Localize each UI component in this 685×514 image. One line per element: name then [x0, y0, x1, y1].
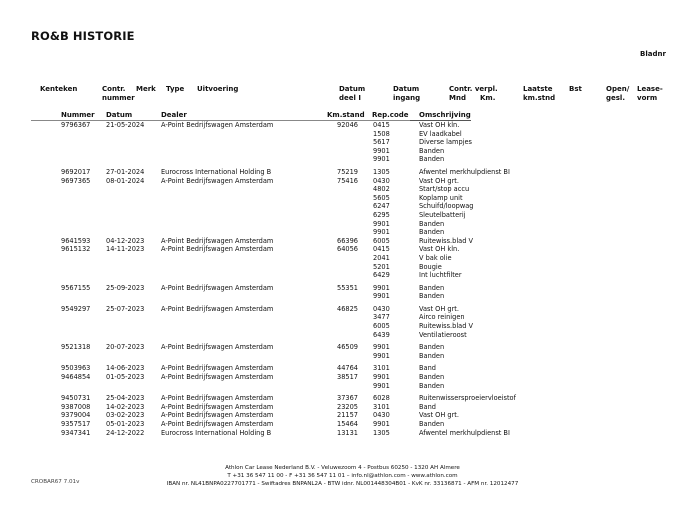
footer-contact: T +31 36 547 11 00 - F +31 36 547 11 01 – info.nl@athlon.com - www.athlon.com: [227, 473, 458, 479]
cell-kmstand: 46825: [337, 304, 358, 313]
cell-repcode: 9901: [373, 351, 390, 360]
cell-kmstand: 21157: [337, 411, 358, 420]
subheader-datum: Datum: [106, 111, 133, 119]
cell-omschrijving: Afwentel merkhulpdienst BI: [419, 167, 510, 176]
table-row: [0, 155, 685, 164]
cell-datum: 14-02-2023: [106, 402, 145, 411]
cell-repcode: 5605: [373, 193, 390, 202]
header-merk: Merk: [136, 85, 156, 93]
cell-omschrijving: Banden: [419, 155, 445, 164]
cell-dealer: A-Point Bedrijfswagen Amsterdam: [161, 304, 274, 313]
header-contr-label: Contr.: [102, 85, 126, 93]
form-code: CROBAR67 7.01v: [31, 479, 80, 485]
cell-omschrijving: Banden: [419, 420, 445, 428]
table-row: [0, 373, 685, 382]
cell-omschrijving: EV laadkabel: [419, 129, 462, 138]
cell-datum: 21-05-2024: [106, 121, 145, 129]
table-row: [0, 352, 685, 361]
cell-nummer: 9692017: [61, 167, 91, 176]
cell-repcode: 6028: [373, 394, 390, 403]
table-row: [0, 411, 685, 420]
cell-kmstand: 55351: [337, 283, 358, 292]
cell-omschrijving: Banden: [419, 292, 445, 301]
cell-nummer: 9796367: [61, 121, 91, 129]
table-row: [0, 382, 685, 391]
cell-repcode: 6439: [373, 330, 390, 339]
cell-omschrijving: Banden: [419, 351, 445, 360]
cell-kmstand: 13131: [337, 428, 358, 437]
cell-kmstand: 46509: [337, 343, 358, 352]
subheader-repcode: Rep.code: [372, 111, 409, 119]
table-row: [0, 138, 685, 147]
cell-repcode: 5617: [373, 138, 390, 147]
cell-kmstand: 75416: [337, 176, 358, 185]
cell-repcode: 1508: [373, 129, 390, 138]
cell-datum: 25-04-2023: [106, 394, 145, 403]
cell-omschrijving: Vast OH kln.: [419, 121, 460, 129]
cell-nummer: 9387008: [61, 402, 91, 411]
cell-omschrijving: Sleutelbatterij: [419, 210, 466, 219]
header-lease-label: Lease-: [637, 85, 663, 93]
header-bst: Bst: [569, 85, 582, 93]
table-row: [0, 403, 685, 412]
cell-repcode: 3101: [373, 402, 390, 411]
cell-omschrijving: Vast OH kln.: [419, 245, 460, 254]
header-leasevorm: [637, 85, 663, 103]
cell-repcode: 1305: [373, 167, 390, 176]
cell-omschrijving: Airco reinigen: [419, 313, 465, 322]
cell-omschrijving: Banden: [419, 373, 445, 382]
table-row: [0, 237, 685, 246]
cell-datum: 03-02-2023: [106, 411, 145, 420]
table-row: [0, 420, 685, 429]
cell-datum: 05-01-2023: [106, 420, 145, 428]
table-row: [0, 263, 685, 272]
header-open-label: Open/: [606, 85, 630, 93]
cell-omschrijving: Bougie: [419, 262, 442, 271]
cell-omschrijving: Ruitewiss.blad V: [419, 236, 473, 245]
cell-nummer: 9379004: [61, 411, 91, 420]
cell-nummer: 9641593: [61, 236, 91, 245]
cell-omschrijving: Banden: [419, 228, 445, 237]
table-row: [0, 331, 685, 340]
table-row: [0, 228, 685, 237]
report-title: RO&B HISTORIE: [31, 29, 135, 43]
cell-repcode: 1305: [373, 428, 390, 437]
table-row: [0, 254, 685, 263]
cell-datum: 24-12-2022: [106, 428, 145, 437]
cell-nummer: 9521318: [61, 343, 91, 352]
cell-repcode: 9901: [373, 343, 390, 352]
header-type: Type: [166, 85, 185, 93]
cell-nummer: 9503963: [61, 364, 91, 373]
cell-datum: 08-01-2024: [106, 176, 145, 185]
table-row: [0, 429, 685, 438]
cell-omschrijving: Afwentel merkhulpdienst BI: [419, 428, 510, 437]
cell-repcode: 3101: [373, 364, 390, 373]
cell-omschrijving: Vast OH grt.: [419, 304, 459, 313]
cell-omschrijving: Koplamp unit: [419, 193, 463, 202]
cell-omschrijving: Int luchtfilter: [419, 271, 462, 280]
cell-omschrijving: Ventilatieroost: [419, 330, 467, 339]
table-row: [0, 271, 685, 280]
cell-omschrijving: Diverse lampjes: [419, 138, 472, 147]
cell-omschrijving: Band: [419, 364, 436, 373]
cell-dealer: A-Point Bedrijfswagen Amsterdam: [161, 364, 274, 373]
cell-nummer: 9697365: [61, 176, 91, 185]
cell-repcode: 6429: [373, 271, 390, 280]
cell-repcode: 6005: [373, 236, 390, 245]
header-open-gesl: [606, 85, 629, 103]
subheader-nummer: Nummer: [61, 111, 95, 119]
cell-kmstand: 92046: [337, 121, 358, 129]
header-contr-verpl: Contr. verpl.: [449, 85, 498, 93]
cell-datum: 14-06-2023: [106, 364, 145, 373]
cell-repcode: 9901: [373, 228, 390, 237]
cell-dealer: A-Point Bedrijfswagen Amsterdam: [161, 236, 274, 245]
cell-repcode: 9901: [373, 292, 390, 301]
cell-repcode: 9901: [373, 146, 390, 155]
header-nummer-label: nummer: [102, 94, 135, 102]
cell-datum: 25-07-2023: [106, 304, 145, 313]
cell-dealer: Eurocross International Holding B: [161, 428, 272, 437]
table-row: [0, 343, 685, 352]
cell-omschrijving: Start/stop accu: [419, 185, 470, 194]
subheader-dealer: Dealer: [161, 111, 187, 119]
header-kenteken: Kenteken: [40, 85, 78, 93]
cell-omschrijving: Ruitenwissersproeiervloeistof: [419, 394, 516, 403]
cell-repcode: 0415: [373, 245, 390, 254]
cell-omschrijving: Banden: [419, 219, 445, 228]
cell-nummer: 9450731: [61, 394, 91, 403]
cell-dealer: A-Point Bedrijfswagen Amsterdam: [161, 121, 274, 129]
table-row: [0, 185, 685, 194]
cell-dealer: A-Point Bedrijfswagen Amsterdam: [161, 420, 274, 428]
cell-nummer: 9464854: [61, 373, 91, 382]
cell-nummer: 9549297: [61, 304, 91, 313]
table-row: [0, 322, 685, 331]
header-datum-label: Datum: [339, 85, 366, 93]
header-vorm-label: vorm: [637, 94, 658, 102]
cell-repcode: 0430: [373, 411, 390, 420]
header-datum-ingang-label: Datum: [393, 85, 420, 93]
header-laatste-km: [523, 85, 555, 103]
header-km: Km.: [480, 94, 496, 102]
table-row: [0, 121, 685, 130]
page-number-label: Bladnr: [640, 50, 666, 58]
cell-repcode: 6247: [373, 202, 390, 211]
cell-omschrijving: Ruitewiss.blad V: [419, 322, 473, 331]
header-ingang-label: ingang: [393, 94, 421, 102]
table-row: [0, 130, 685, 139]
cell-repcode: 4802: [373, 185, 390, 194]
cell-datum: 20-07-2023: [106, 343, 145, 352]
cell-repcode: 0430: [373, 176, 390, 185]
cell-repcode: 3477: [373, 313, 390, 322]
table-row: [0, 168, 685, 177]
table-row: [0, 292, 685, 301]
cell-repcode: 9901: [373, 219, 390, 228]
cell-dealer: A-Point Bedrijfswagen Amsterdam: [161, 402, 274, 411]
cell-nummer: 9615132: [61, 245, 91, 254]
table-row: [0, 313, 685, 322]
cell-omschrijving: V bak olie: [419, 253, 452, 262]
cell-repcode: 2041: [373, 253, 390, 262]
cell-datum: 01-05-2023: [106, 373, 145, 382]
cell-nummer: 9567155: [61, 283, 91, 292]
table-row: [0, 147, 685, 156]
cell-datum: 27-01-2024: [106, 167, 145, 176]
cell-datum: 25-09-2023: [106, 283, 145, 292]
footer-address: Athlon Car Lease Nederland B.V. - Veluwezoom 4 - Postbus 60250 - 1320 AH Almere: [225, 465, 460, 471]
header-datum-ingang: [393, 85, 420, 103]
cell-datum: 04-12-2023: [106, 236, 145, 245]
header-uitvoering: Uitvoering: [197, 85, 239, 93]
cell-repcode: 9901: [373, 283, 390, 292]
cell-kmstand: 15464: [337, 420, 358, 428]
cell-omschrijving: Banden: [419, 283, 445, 292]
footer-registration: IBAN nr. NL41BNPA0227701771 - Swiftadres BNPANL2A - BTW idnr. NL001448304B01 - KvK nr. 33136871 - AFM nr. 12012477: [166, 481, 519, 487]
cell-nummer: 9347341: [61, 428, 91, 437]
cell-repcode: 6005: [373, 322, 390, 331]
cell-kmstand: 64056: [337, 245, 358, 254]
table-row: [0, 194, 685, 203]
header-datum-deel-i: [339, 85, 365, 103]
cell-datum: 14-11-2023: [106, 245, 145, 254]
cell-dealer: Eurocross International Holding B: [161, 167, 272, 176]
cell-dealer: A-Point Bedrijfswagen Amsterdam: [161, 283, 274, 292]
cell-repcode: 9901: [373, 381, 390, 390]
cell-repcode: 0430: [373, 304, 390, 313]
cell-omschrijving: Banden: [419, 343, 445, 352]
table-row: [0, 202, 685, 211]
cell-repcode: 9901: [373, 420, 390, 428]
table-row: [0, 284, 685, 293]
cell-kmstand: 38517: [337, 373, 358, 382]
cell-repcode: 6295: [373, 210, 390, 219]
table-row: [0, 364, 685, 373]
table-row: [0, 177, 685, 186]
header-contr-nummer: [102, 85, 135, 103]
cell-kmstand: 37367: [337, 394, 358, 403]
cell-kmstand: 66396: [337, 236, 358, 245]
cell-repcode: 9901: [373, 373, 390, 382]
repair-history-table: [0, 121, 685, 437]
table-row: [0, 245, 685, 254]
cell-dealer: A-Point Bedrijfswagen Amsterdam: [161, 373, 274, 382]
cell-dealer: A-Point Bedrijfswagen Amsterdam: [161, 245, 274, 254]
cell-omschrijving: Band: [419, 402, 436, 411]
cell-dealer: A-Point Bedrijfswagen Amsterdam: [161, 343, 274, 352]
header-laatste-label: Laatste: [523, 85, 553, 93]
table-row: [0, 305, 685, 314]
cell-nummer: 9357517: [61, 420, 91, 428]
cell-omschrijving: Vast OH grt.: [419, 411, 459, 420]
cell-omschrijving: Banden: [419, 146, 445, 155]
cell-repcode: 5201: [373, 262, 390, 271]
header-deel-label: deel I: [339, 94, 361, 102]
cell-kmstand: 23205: [337, 402, 358, 411]
cell-dealer: A-Point Bedrijfswagen Amsterdam: [161, 176, 274, 185]
header-kmstnd-label: km.stnd: [523, 94, 556, 102]
cell-kmstand: 75219: [337, 167, 358, 176]
header-gesl-label: gesl.: [606, 94, 625, 102]
table-row: [0, 211, 685, 220]
table-row: [0, 394, 685, 403]
cell-omschrijving: Banden: [419, 381, 445, 390]
subheader-omschrijving: Omschrijving: [419, 111, 471, 119]
cell-kmstand: 44764: [337, 364, 358, 373]
cell-dealer: A-Point Bedrijfswagen Amsterdam: [161, 411, 274, 420]
cell-dealer: A-Point Bedrijfswagen Amsterdam: [161, 394, 274, 403]
cell-omschrijving: Vast OH grt.: [419, 176, 459, 185]
cell-repcode: 0415: [373, 121, 390, 129]
cell-omschrijving: Schuifd/loopwag: [419, 202, 474, 211]
cell-repcode: 9901: [373, 155, 390, 164]
table-row: [0, 220, 685, 229]
subheader-kmstand: Km.stand: [327, 111, 365, 119]
header-mnd: Mnd: [449, 94, 466, 102]
